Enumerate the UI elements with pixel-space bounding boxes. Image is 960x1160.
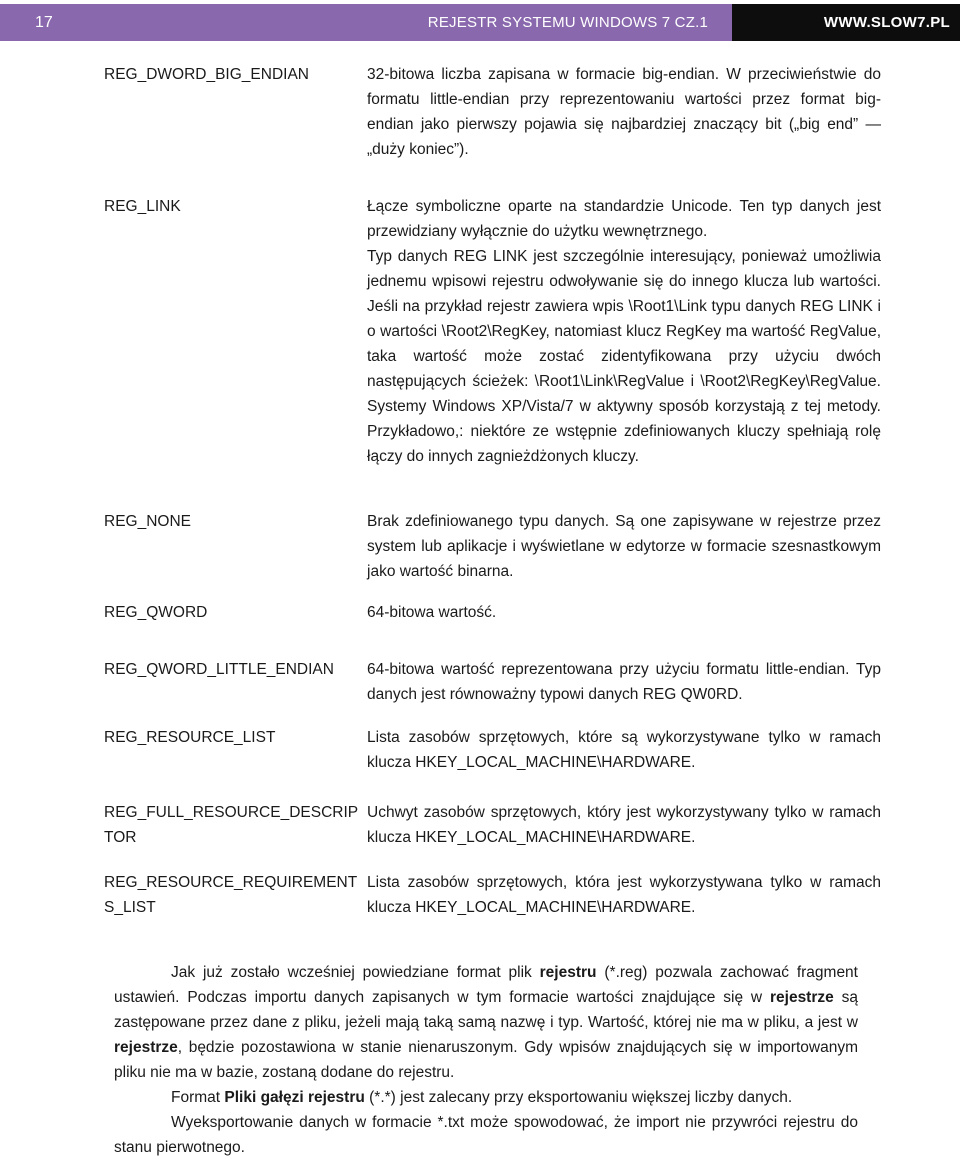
- description-paragraph: Uchwyt zasobów sprzętowych, który jest wykorzystywany tylko w ramach klucza HKEY_LOCAL_MACHINE\HARDWARE.: [367, 804, 881, 846]
- definition-description: [367, 725, 881, 775]
- page-number: 17: [35, 14, 53, 31]
- definition-term: REG_RESOURCE_LIST: [104, 729, 276, 746]
- description-paragraph: Łącze symboliczne oparte na standardzie Unicode. Ten typ danych jest przewidziany wyłącznie do użytku wewnętrznego.: [367, 198, 881, 240]
- definition-description: [367, 509, 881, 584]
- body-paragraph: [114, 1110, 858, 1160]
- description-paragraph: Brak zdefiniowanego typu danych. Są one zapisywane w rejestrze przez system lub aplikacje i wyświetlane w edytorze w formacie szesnastkowym jako wartość binarna.: [367, 513, 881, 580]
- site-url: WWW.SLOW7.PL: [823, 14, 950, 31]
- description-paragraph: Lista zasobów sprzętowych, które są wykorzystywane tylko w ramach klucza HKEY_LOCAL_MACHINE\HARDWARE.: [367, 729, 881, 771]
- text-span: są zastępowane przez dane z pliku, jeżeli mają taką samą nazwę i typ. Wartość, której nie ma w pliku, a jest w: [114, 989, 858, 1031]
- definition-term: REG_QWORD: [104, 604, 208, 621]
- text-span: , będzie pozostawiona w stanie nienaruszonym. Gdy wpisów znajdujących się w importowanym pliku nie ma w bazie, zostaną dodane do rejestru.: [114, 1039, 858, 1081]
- page-header: [0, 4, 960, 41]
- definition-description: [367, 600, 881, 625]
- text-span: (*.reg) pozwala zachować fragment ustawień. Podczas importu danych zapisanych w tym formacie wartości znajdujące się w: [114, 964, 858, 1006]
- definition-description: [367, 870, 881, 920]
- text-span: Format: [171, 1089, 225, 1106]
- body-paragraph: [114, 960, 858, 1085]
- definition-term: REG_QWORD_LITTLE_ENDIAN: [104, 661, 334, 678]
- definition-term: REG_NONE: [104, 513, 191, 530]
- description-paragraph: Lista zasobów sprzętowych, która jest wykorzystywana tylko w ramach klucza HKEY_LOCAL_MACHINE\HARDWARE.: [367, 874, 881, 916]
- definition-description: [367, 194, 881, 469]
- document-title: REJESTR SYSTEMU WINDOWS 7 CZ.1: [427, 14, 708, 31]
- text-span: Jak już zostało wcześniej powiedziane format plik: [171, 964, 540, 981]
- header-title-bar: [0, 4, 732, 41]
- text-span: Wyeksportowanie danych w formacie *.txt może spowodować, że import nie przywróci rejestru do stanu pierwotnego.: [114, 1114, 858, 1156]
- definition-description: [367, 62, 881, 162]
- description-paragraph: 64-bitowa wartość.: [367, 604, 497, 621]
- bold-span: rejestrze: [769, 989, 834, 1006]
- bold-span: rejestru: [539, 964, 597, 981]
- definition-description: [367, 800, 881, 850]
- description-paragraph: 32-bitowa liczba zapisana w formacie big-endian. W przeciwieństwie do formatu little-endian przy reprezentowaniu wartości przez format big-endian jako pierwszy pojawia się najbardziej znaczący bit („big end” — „duży koniec”).: [367, 66, 881, 158]
- bold-span: Pliki gałęzi rejestru: [224, 1089, 365, 1106]
- header-site-bar: [732, 4, 960, 41]
- text-span: (*.*) jest zalecany przy eksportowaniu większej liczby danych.: [364, 1089, 793, 1106]
- body-paragraph: [114, 1085, 858, 1110]
- bold-span: rejestrze: [114, 1039, 178, 1056]
- definition-term: REG_DWORD_BIG_ENDIAN: [104, 66, 309, 83]
- definition-term: REG_RESOURCE_REQUIREMENTS_LIST: [104, 874, 358, 916]
- description-paragraph: Typ danych REG LINK jest szczególnie interesujący, ponieważ umożliwia jednemu wpisowi rejestru odwoływanie się do innego klucza lub wartości. Jeśli na przykład rejestr zawiera wpis \Root1\Link typu danych REG LINK i o wartości \Root2\RegKey, natomiast klucz RegKey ma wartość RegValue, taka wartość może zostać zidentyfikowana przy użyciu dwóch następujących ścieżek: \Root1\Link\RegValue i \Root2\RegKey\RegValue. Systemy Windows XP/Vista/7 w aktywny sposób korzystają z tej metody. Przykładowo,: niektóre ze wstępnie zdefiniowanych kluczy spełniają rolę łączy do innych zagnieżdżonych kluczy.: [367, 248, 881, 465]
- definition-term: REG_LINK: [104, 198, 181, 215]
- body-text: [114, 960, 858, 1160]
- definition-description: [367, 657, 881, 707]
- definition-term: REG_FULL_RESOURCE_DESCRIPTOR: [104, 804, 359, 846]
- description-paragraph: 64-bitowa wartość reprezentowana przy użyciu formatu little-endian. Typ danych jest równoważny typowi danych REG QW0RD.: [367, 661, 881, 703]
